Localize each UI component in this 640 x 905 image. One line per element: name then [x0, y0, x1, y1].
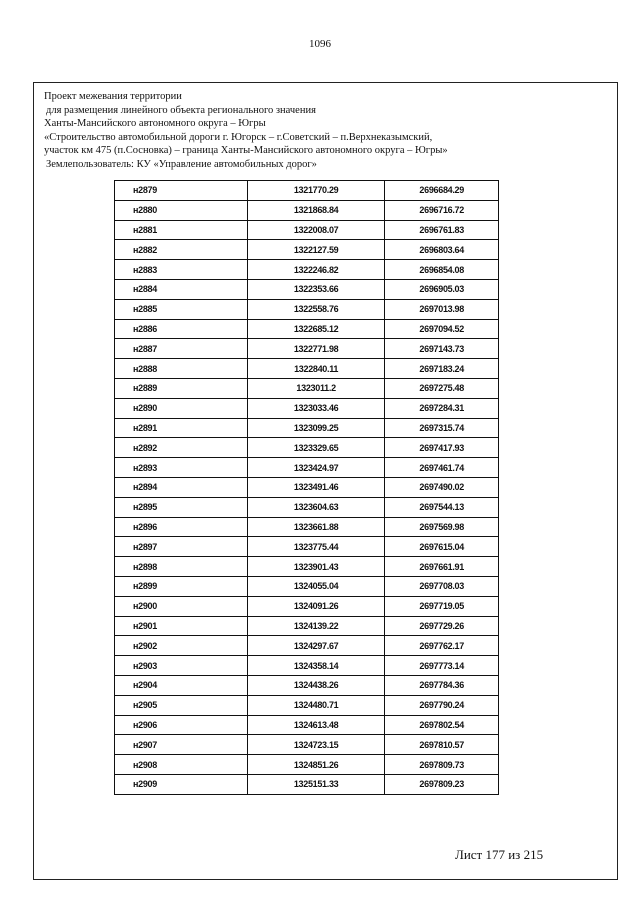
- y-coordinate-cell: 2697569.98: [385, 517, 499, 537]
- point-id-cell: н2898: [115, 557, 248, 577]
- table-row: [115, 537, 499, 557]
- header-line: Ханты-Мансийского автономного округа – Югры: [44, 118, 266, 129]
- table-row: [115, 755, 499, 775]
- x-coordinate-cell: 1322353.66: [247, 279, 385, 299]
- point-id-cell: н2901: [115, 616, 248, 636]
- x-coordinate-cell: 1321770.29: [247, 181, 385, 201]
- x-coordinate-cell: 1323604.63: [247, 497, 385, 517]
- header-line: для размещения линейного объекта регионального значения: [46, 104, 316, 116]
- table-row: [115, 398, 499, 418]
- point-id-cell: н2906: [115, 715, 248, 735]
- x-coordinate-cell: 1323424.97: [247, 458, 385, 478]
- header-line: Землепользователь: КУ «Управление автомобильных дорог»: [46, 158, 317, 170]
- x-coordinate-cell: 1322558.76: [247, 299, 385, 319]
- x-coordinate-cell: 1324438.26: [247, 675, 385, 695]
- point-id-cell: н2882: [115, 240, 248, 260]
- y-coordinate-cell: 2696761.83: [385, 220, 499, 240]
- x-coordinate-cell: 1322771.98: [247, 339, 385, 359]
- x-coordinate-cell: 1324139.22: [247, 616, 385, 636]
- x-coordinate-cell: 1324723.15: [247, 735, 385, 755]
- point-id-cell: н2887: [115, 339, 248, 359]
- y-coordinate-cell: 2697461.74: [385, 458, 499, 478]
- table-row: [115, 359, 499, 379]
- point-id-cell: н2895: [115, 497, 248, 517]
- table-row: [115, 240, 499, 260]
- table-row: [115, 181, 499, 201]
- y-coordinate-cell: 2696854.08: [385, 260, 499, 280]
- point-id-cell: н2892: [115, 438, 248, 458]
- point-id-cell: н2904: [115, 675, 248, 695]
- table-row: [115, 656, 499, 676]
- table-row: [115, 675, 499, 695]
- table-row: [115, 497, 499, 517]
- y-coordinate-cell: 2697802.54: [385, 715, 499, 735]
- point-id-cell: н2884: [115, 279, 248, 299]
- table-row: [115, 596, 499, 616]
- y-coordinate-cell: 2697183.24: [385, 359, 499, 379]
- header-line: Проект межевания территории: [44, 91, 182, 102]
- point-id-cell: н2880: [115, 200, 248, 220]
- point-id-cell: н2909: [115, 774, 248, 794]
- x-coordinate-cell: 1321868.84: [247, 200, 385, 220]
- x-coordinate-cell: 1322008.07: [247, 220, 385, 240]
- table-row: [115, 477, 499, 497]
- y-coordinate-cell: 2697143.73: [385, 339, 499, 359]
- y-coordinate-cell: 2697417.93: [385, 438, 499, 458]
- header-line: участок км 475 (п.Сосновка) – граница Ханты-Мансийского автономного округа – Югры»: [44, 145, 448, 156]
- sheet-number: Лист 177 из 215: [455, 847, 544, 862]
- x-coordinate-cell: 1323011.2: [247, 378, 385, 398]
- point-id-cell: н2889: [115, 378, 248, 398]
- point-id-cell: н2902: [115, 636, 248, 656]
- header-line: «Строительство автомобильной дороги г. Югорск – г.Советский – п.Верхнеказымский,: [44, 131, 433, 143]
- y-coordinate-cell: 2697762.17: [385, 636, 499, 656]
- table-row: [115, 636, 499, 656]
- point-id-cell: н2890: [115, 398, 248, 418]
- y-coordinate-cell: 2696684.29: [385, 181, 499, 201]
- table-row: [115, 260, 499, 280]
- point-id-cell: н2899: [115, 576, 248, 596]
- x-coordinate-cell: 1322246.82: [247, 260, 385, 280]
- point-id-cell: н2893: [115, 458, 248, 478]
- y-coordinate-cell: 2697729.26: [385, 616, 499, 636]
- x-coordinate-cell: 1323099.25: [247, 418, 385, 438]
- x-coordinate-cell: 1322685.12: [247, 319, 385, 339]
- coordinates-table: [114, 180, 499, 795]
- x-coordinate-cell: 1323491.46: [247, 477, 385, 497]
- y-coordinate-cell: 2697284.31: [385, 398, 499, 418]
- x-coordinate-cell: 1324851.26: [247, 755, 385, 775]
- table-row: [115, 220, 499, 240]
- point-id-cell: н2885: [115, 299, 248, 319]
- y-coordinate-cell: 2697315.74: [385, 418, 499, 438]
- page-number: 1096: [309, 38, 331, 50]
- x-coordinate-cell: 1324297.67: [247, 636, 385, 656]
- x-coordinate-cell: 1324480.71: [247, 695, 385, 715]
- x-coordinate-cell: 1324358.14: [247, 656, 385, 676]
- point-id-cell: н2905: [115, 695, 248, 715]
- y-coordinate-cell: 2697790.24: [385, 695, 499, 715]
- x-coordinate-cell: 1324091.26: [247, 596, 385, 616]
- x-coordinate-cell: 1322127.59: [247, 240, 385, 260]
- y-coordinate-cell: 2697708.03: [385, 576, 499, 596]
- y-coordinate-cell: 2697661.91: [385, 557, 499, 577]
- table-row: [115, 715, 499, 735]
- table-row: [115, 774, 499, 794]
- table-row: [115, 517, 499, 537]
- y-coordinate-cell: 2696716.72: [385, 200, 499, 220]
- table-row: [115, 616, 499, 636]
- point-id-cell: н2894: [115, 477, 248, 497]
- table-row: [115, 319, 499, 339]
- coordinates-table-body: [115, 181, 499, 795]
- table-row: [115, 418, 499, 438]
- table-row: [115, 735, 499, 755]
- x-coordinate-cell: 1323033.46: [247, 398, 385, 418]
- point-id-cell: н2900: [115, 596, 248, 616]
- table-row: [115, 378, 499, 398]
- point-id-cell: н2886: [115, 319, 248, 339]
- table-row: [115, 299, 499, 319]
- y-coordinate-cell: 2697094.52: [385, 319, 499, 339]
- table-row: [115, 279, 499, 299]
- table-row: [115, 458, 499, 478]
- point-id-cell: н2883: [115, 260, 248, 280]
- x-coordinate-cell: 1323329.65: [247, 438, 385, 458]
- x-coordinate-cell: 1324055.04: [247, 576, 385, 596]
- y-coordinate-cell: 2697013.98: [385, 299, 499, 319]
- y-coordinate-cell: 2697809.23: [385, 774, 499, 794]
- point-id-cell: н2897: [115, 537, 248, 557]
- y-coordinate-cell: 2697784.36: [385, 675, 499, 695]
- point-id-cell: н2881: [115, 220, 248, 240]
- y-coordinate-cell: 2697719.05: [385, 596, 499, 616]
- table-row: [115, 200, 499, 220]
- table-row: [115, 576, 499, 596]
- x-coordinate-cell: 1323901.43: [247, 557, 385, 577]
- point-id-cell: н2888: [115, 359, 248, 379]
- point-id-cell: н2891: [115, 418, 248, 438]
- point-id-cell: н2908: [115, 755, 248, 775]
- document-header: [44, 90, 604, 171]
- y-coordinate-cell: 2696905.03: [385, 279, 499, 299]
- y-coordinate-cell: 2697275.48: [385, 378, 499, 398]
- y-coordinate-cell: 2697773.14: [385, 656, 499, 676]
- y-coordinate-cell: 2697615.04: [385, 537, 499, 557]
- table-row: [115, 339, 499, 359]
- y-coordinate-cell: 2697810.57: [385, 735, 499, 755]
- x-coordinate-cell: 1323775.44: [247, 537, 385, 557]
- y-coordinate-cell: 2697544.13: [385, 497, 499, 517]
- x-coordinate-cell: 1323661.88: [247, 517, 385, 537]
- point-id-cell: н2896: [115, 517, 248, 537]
- x-coordinate-cell: 1322840.11: [247, 359, 385, 379]
- table-row: [115, 438, 499, 458]
- x-coordinate-cell: 1325151.33: [247, 774, 385, 794]
- point-id-cell: н2903: [115, 656, 248, 676]
- table-row: [115, 557, 499, 577]
- y-coordinate-cell: 2697809.73: [385, 755, 499, 775]
- y-coordinate-cell: 2696803.64: [385, 240, 499, 260]
- y-coordinate-cell: 2697490.02: [385, 477, 499, 497]
- point-id-cell: н2879: [115, 181, 248, 201]
- point-id-cell: н2907: [115, 735, 248, 755]
- x-coordinate-cell: 1324613.48: [247, 715, 385, 735]
- table-row: [115, 695, 499, 715]
